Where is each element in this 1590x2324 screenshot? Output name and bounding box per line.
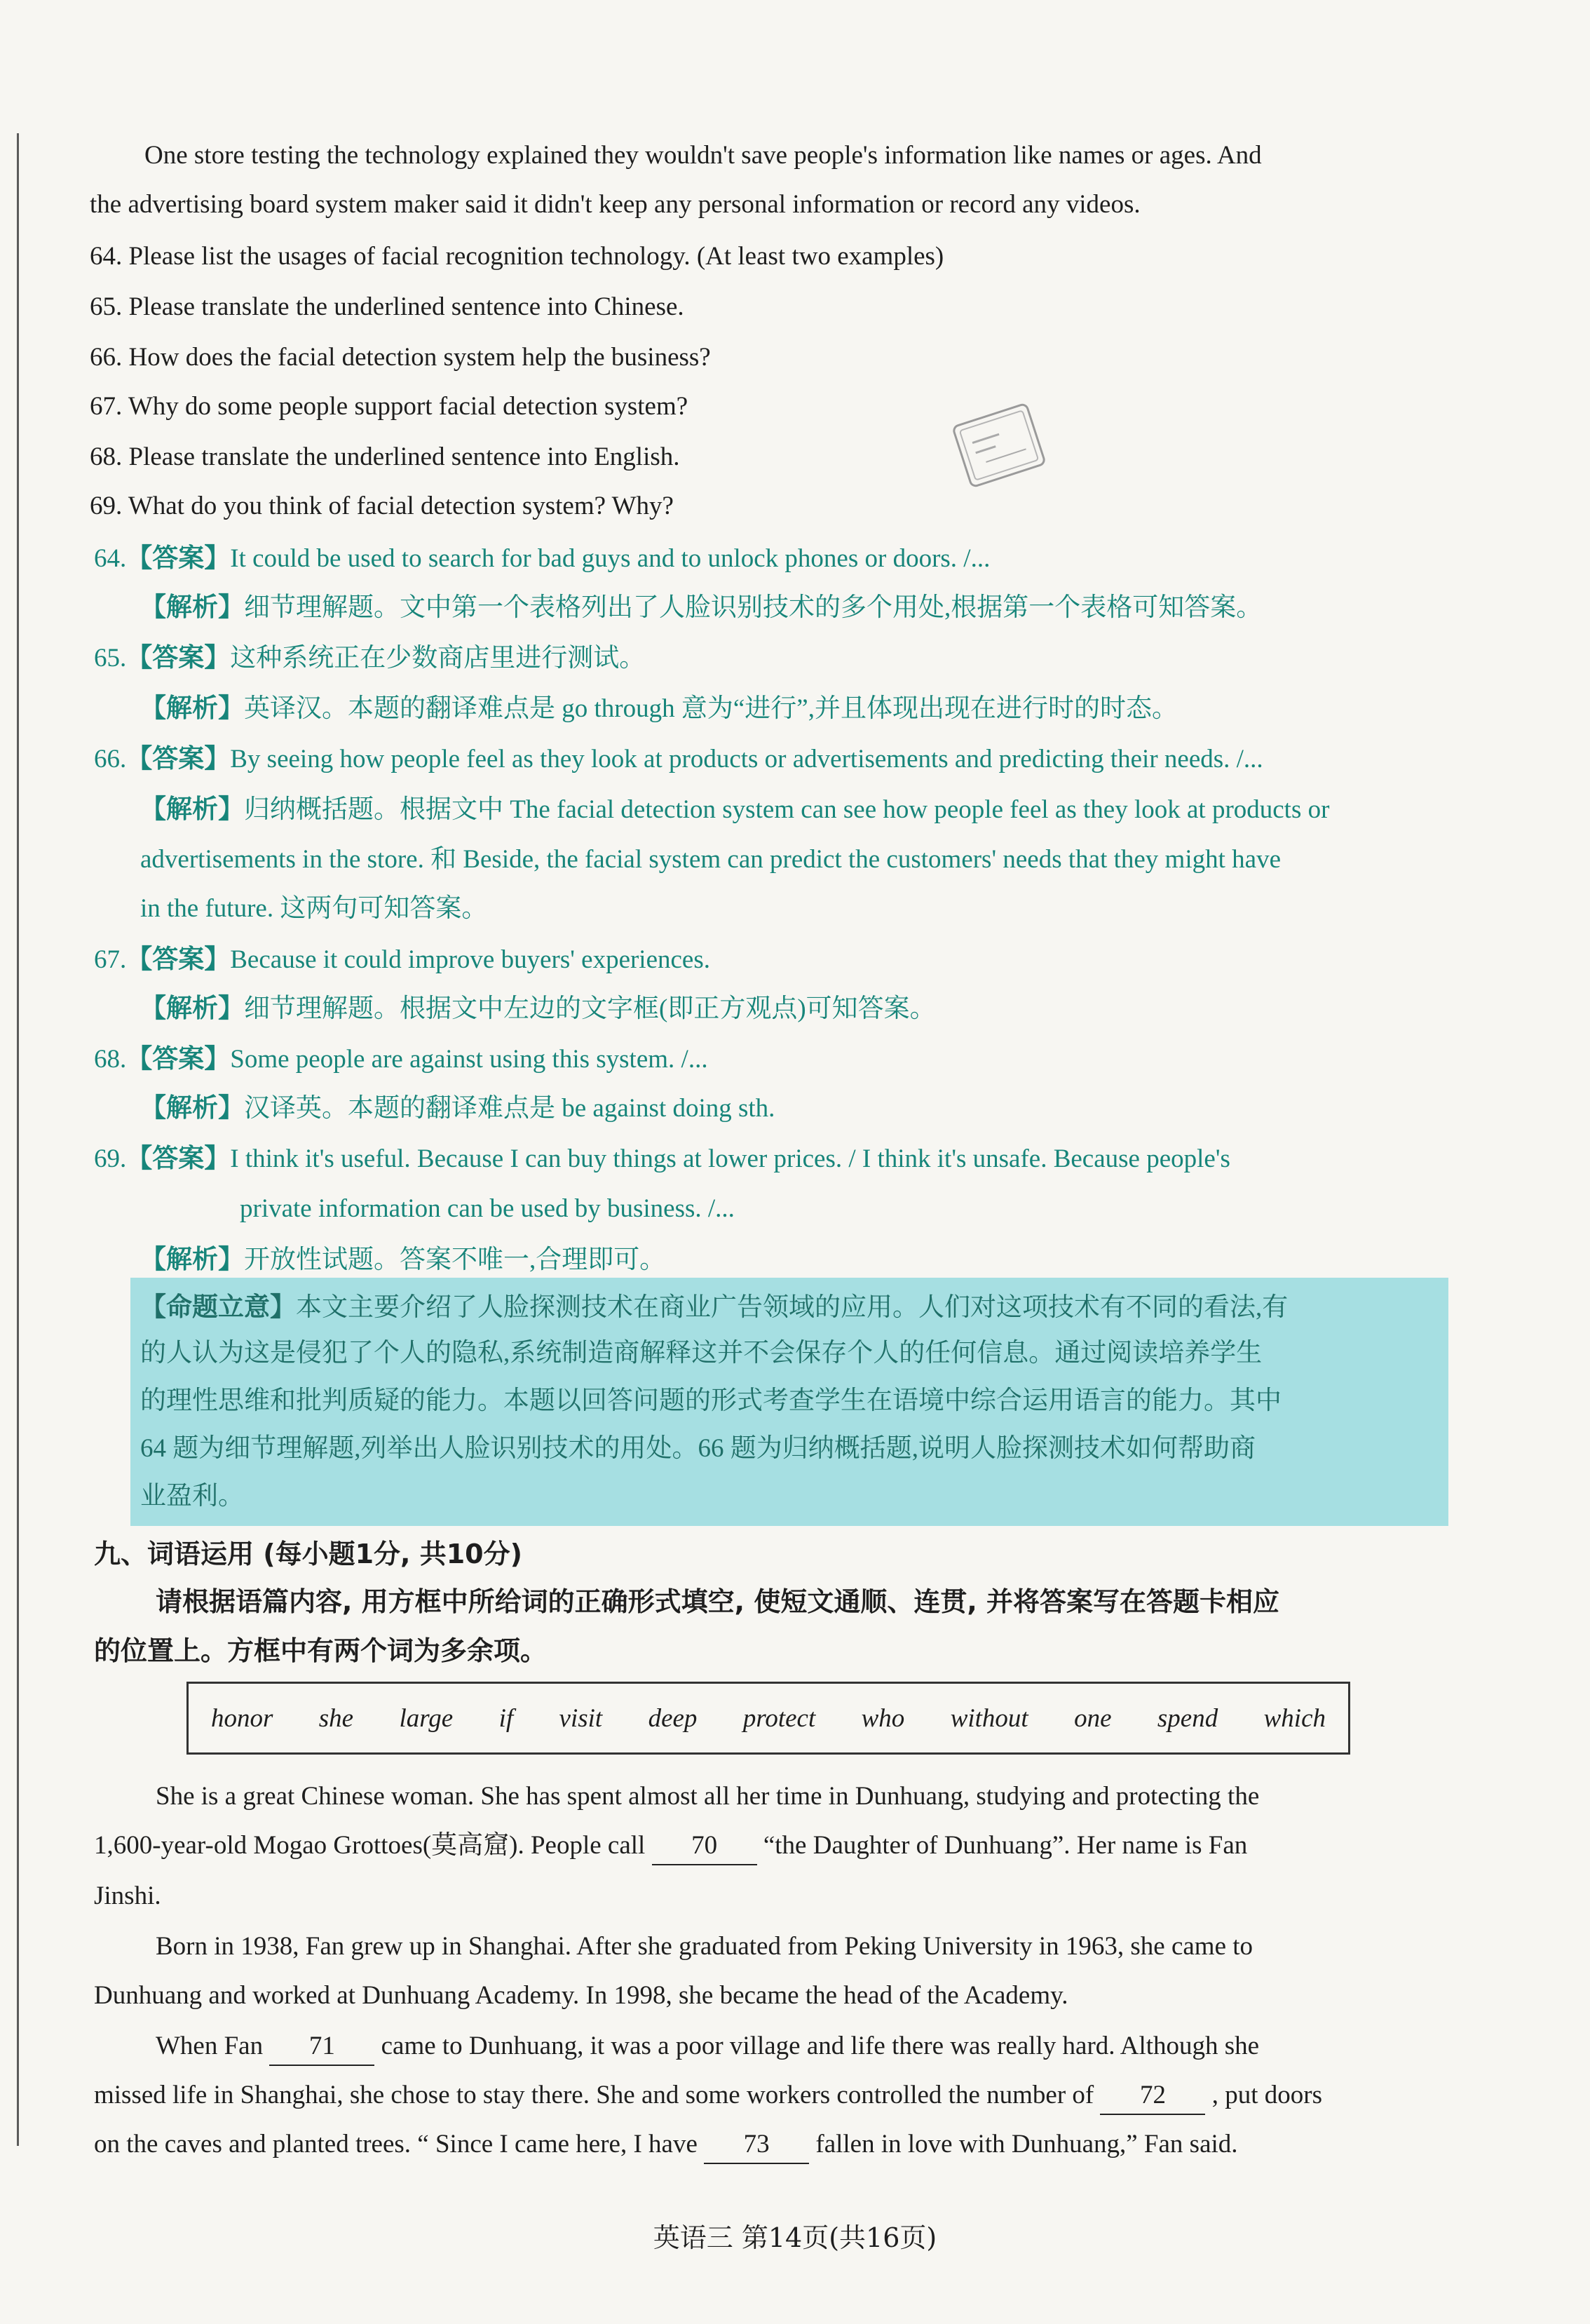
- cloze-line: 1,600-year-old Mogao Grottoes(莫高窟). People call 70 “the Daughter of Dunhuang”. Her name is Fan: [94, 1828, 1247, 1865]
- analysis-66: 【解析】归纳概括题。根据文中 The facial detection system can see how people feel as they look at products or: [140, 794, 1330, 824]
- cloze-line: Jinshi.: [94, 1882, 161, 1910]
- question-69: 69. What do you think of facial detection system? Why?: [90, 492, 674, 520]
- word-option: visit: [559, 1703, 603, 1733]
- section-instruction: 请根据语篇内容, 用方框中所给词的正确形式填空, 使短文通顺、连贯, 并将答案写在答题卡相应: [156, 1586, 1279, 1617]
- intent-line: 【命题立意】本文主要介绍了人脸探测技术在商业广告领域的应用。人们对这项技术有不同的看法,有: [140, 1292, 1289, 1322]
- cloze-line: Born in 1938, Fan grew up in Shanghai. After she graduated from Peking University in 1963, she came to: [156, 1932, 1253, 1961]
- question-66: 66. How does the facial detection system help the business?: [90, 343, 711, 372]
- passage-line: One store testing the technology explained they wouldn't save people's information like names or ages. And: [144, 141, 1262, 170]
- page-footer: 英语三 第14页(共16页): [653, 2222, 937, 2253]
- stamp-icon: [944, 395, 1054, 496]
- analysis-66-cont: advertisements in the store. 和 Beside, the facial system can predict the customers' needs that they might have: [140, 845, 1281, 874]
- blank-72: 72: [1100, 2077, 1205, 2115]
- answer-67: 67.【答案】Because it could improve buyers' experiences.: [94, 944, 711, 974]
- word-option: who: [861, 1703, 905, 1733]
- question-68: 68. Please translate the underlined sentence into English.: [90, 442, 680, 471]
- section-instruction: 的位置上。方框中有两个词为多余项。: [94, 1635, 548, 1666]
- word-option: if: [498, 1703, 514, 1733]
- cloze-line: missed life in Shanghai, she chose to stay there. She and some workers controlled the number of 72 , put doors: [94, 2077, 1322, 2115]
- word-box: [186, 1682, 1350, 1755]
- cloze-line: She is a great Chinese woman. She has spent almost all her time in Dunhuang, studying and protecting the: [156, 1782, 1260, 1811]
- question-67: 67. Why do some people support facial detection system?: [90, 392, 688, 421]
- word-option: large: [399, 1703, 454, 1733]
- analysis-67: 【解析】细节理解题。根据文中左边的文字框(即正方观点)可知答案。: [140, 993, 936, 1023]
- word-option: deep: [648, 1703, 698, 1733]
- intent-line: 业盈利。: [140, 1482, 244, 1511]
- intent-line: 64 题为细节理解题,列举出人脸识别技术的用处。66 题为归纳概括题,说明人脸探测技术如何帮助商: [140, 1434, 1256, 1463]
- intent-line: 的人认为这是侵犯了个人的隐私,系统制造商解释这并不会保存个人的任何信息。通过阅读培养学生: [140, 1339, 1263, 1367]
- word-option: one: [1074, 1703, 1112, 1733]
- answer-66: 66.【答案】By seeing how people feel as they look at products or advertisements and predicting their needs. /...: [94, 743, 1263, 773]
- analysis-66-cont: in the future. 这两句可知答案。: [140, 894, 488, 923]
- answer-69: 69.【答案】I think it's useful. Because I can buy things at lower prices. / I think it's unsafe. Because people's: [94, 1143, 1230, 1173]
- answer-64: 64.【答案】It could be used to search for bad guys and to unlock phones or doors. /...: [94, 543, 991, 573]
- cloze-line: When Fan 71 came to Dunhuang, it was a poor village and life there was really hard. Although she: [156, 2028, 1259, 2066]
- word-option: honor: [211, 1703, 273, 1733]
- blank-71: 71: [269, 2028, 374, 2066]
- question-65: 65. Please translate the underlined sentence into Chinese.: [90, 292, 684, 321]
- analysis-68: 【解析】汉译英。本题的翻译难点是 be against doing sth.: [140, 1093, 775, 1123]
- word-option: without: [950, 1703, 1028, 1733]
- blank-73: 73: [704, 2126, 809, 2164]
- answer-65: 65.【答案】这种系统正在少数商店里进行测试。: [94, 642, 646, 673]
- word-option: protect: [742, 1703, 816, 1733]
- cloze-line: Dunhuang and worked at Dunhuang Academy. In 1998, she became the head of the Academy.: [94, 1981, 1068, 2010]
- question-64: 64. Please list the usages of facial recognition technology. (At least two examples): [90, 242, 944, 271]
- intent-line: 的理性思维和批判质疑的能力。本题以回答问题的形式考查学生在语境中综合运用语言的能力。其中: [140, 1386, 1282, 1415]
- word-option: she: [318, 1703, 354, 1733]
- cloze-line: on the caves and planted trees. “ Since I came here, I have 73 fallen in love with Dunhuang,” Fan said.: [94, 2126, 1238, 2164]
- section-title: 九、词语运用 (每小题1分, 共10分): [94, 1539, 522, 1569]
- blank-70: 70: [652, 1828, 757, 1865]
- word-option: which: [1263, 1703, 1326, 1733]
- word-option: spend: [1157, 1703, 1218, 1733]
- page-margin-line: [17, 133, 19, 2146]
- passage-line: the advertising board system maker said it didn't keep any personal information or record any videos.: [90, 190, 1141, 219]
- answer-68: 68.【答案】Some people are against using this system. /...: [94, 1043, 708, 1074]
- answer-69-cont: private information can be used by business. /...: [240, 1194, 735, 1223]
- analysis-69: 【解析】开放性试题。答案不唯一,合理即可。: [140, 1244, 666, 1274]
- analysis-65: 【解析】英译汉。本题的翻译难点是 go through 意为“进行”,并且体现出现在进行时的时态。: [140, 693, 1178, 723]
- analysis-64: 【解析】细节理解题。文中第一个表格列出了人脸识别技术的多个用处,根据第一个表格可知答案。: [140, 592, 1263, 622]
